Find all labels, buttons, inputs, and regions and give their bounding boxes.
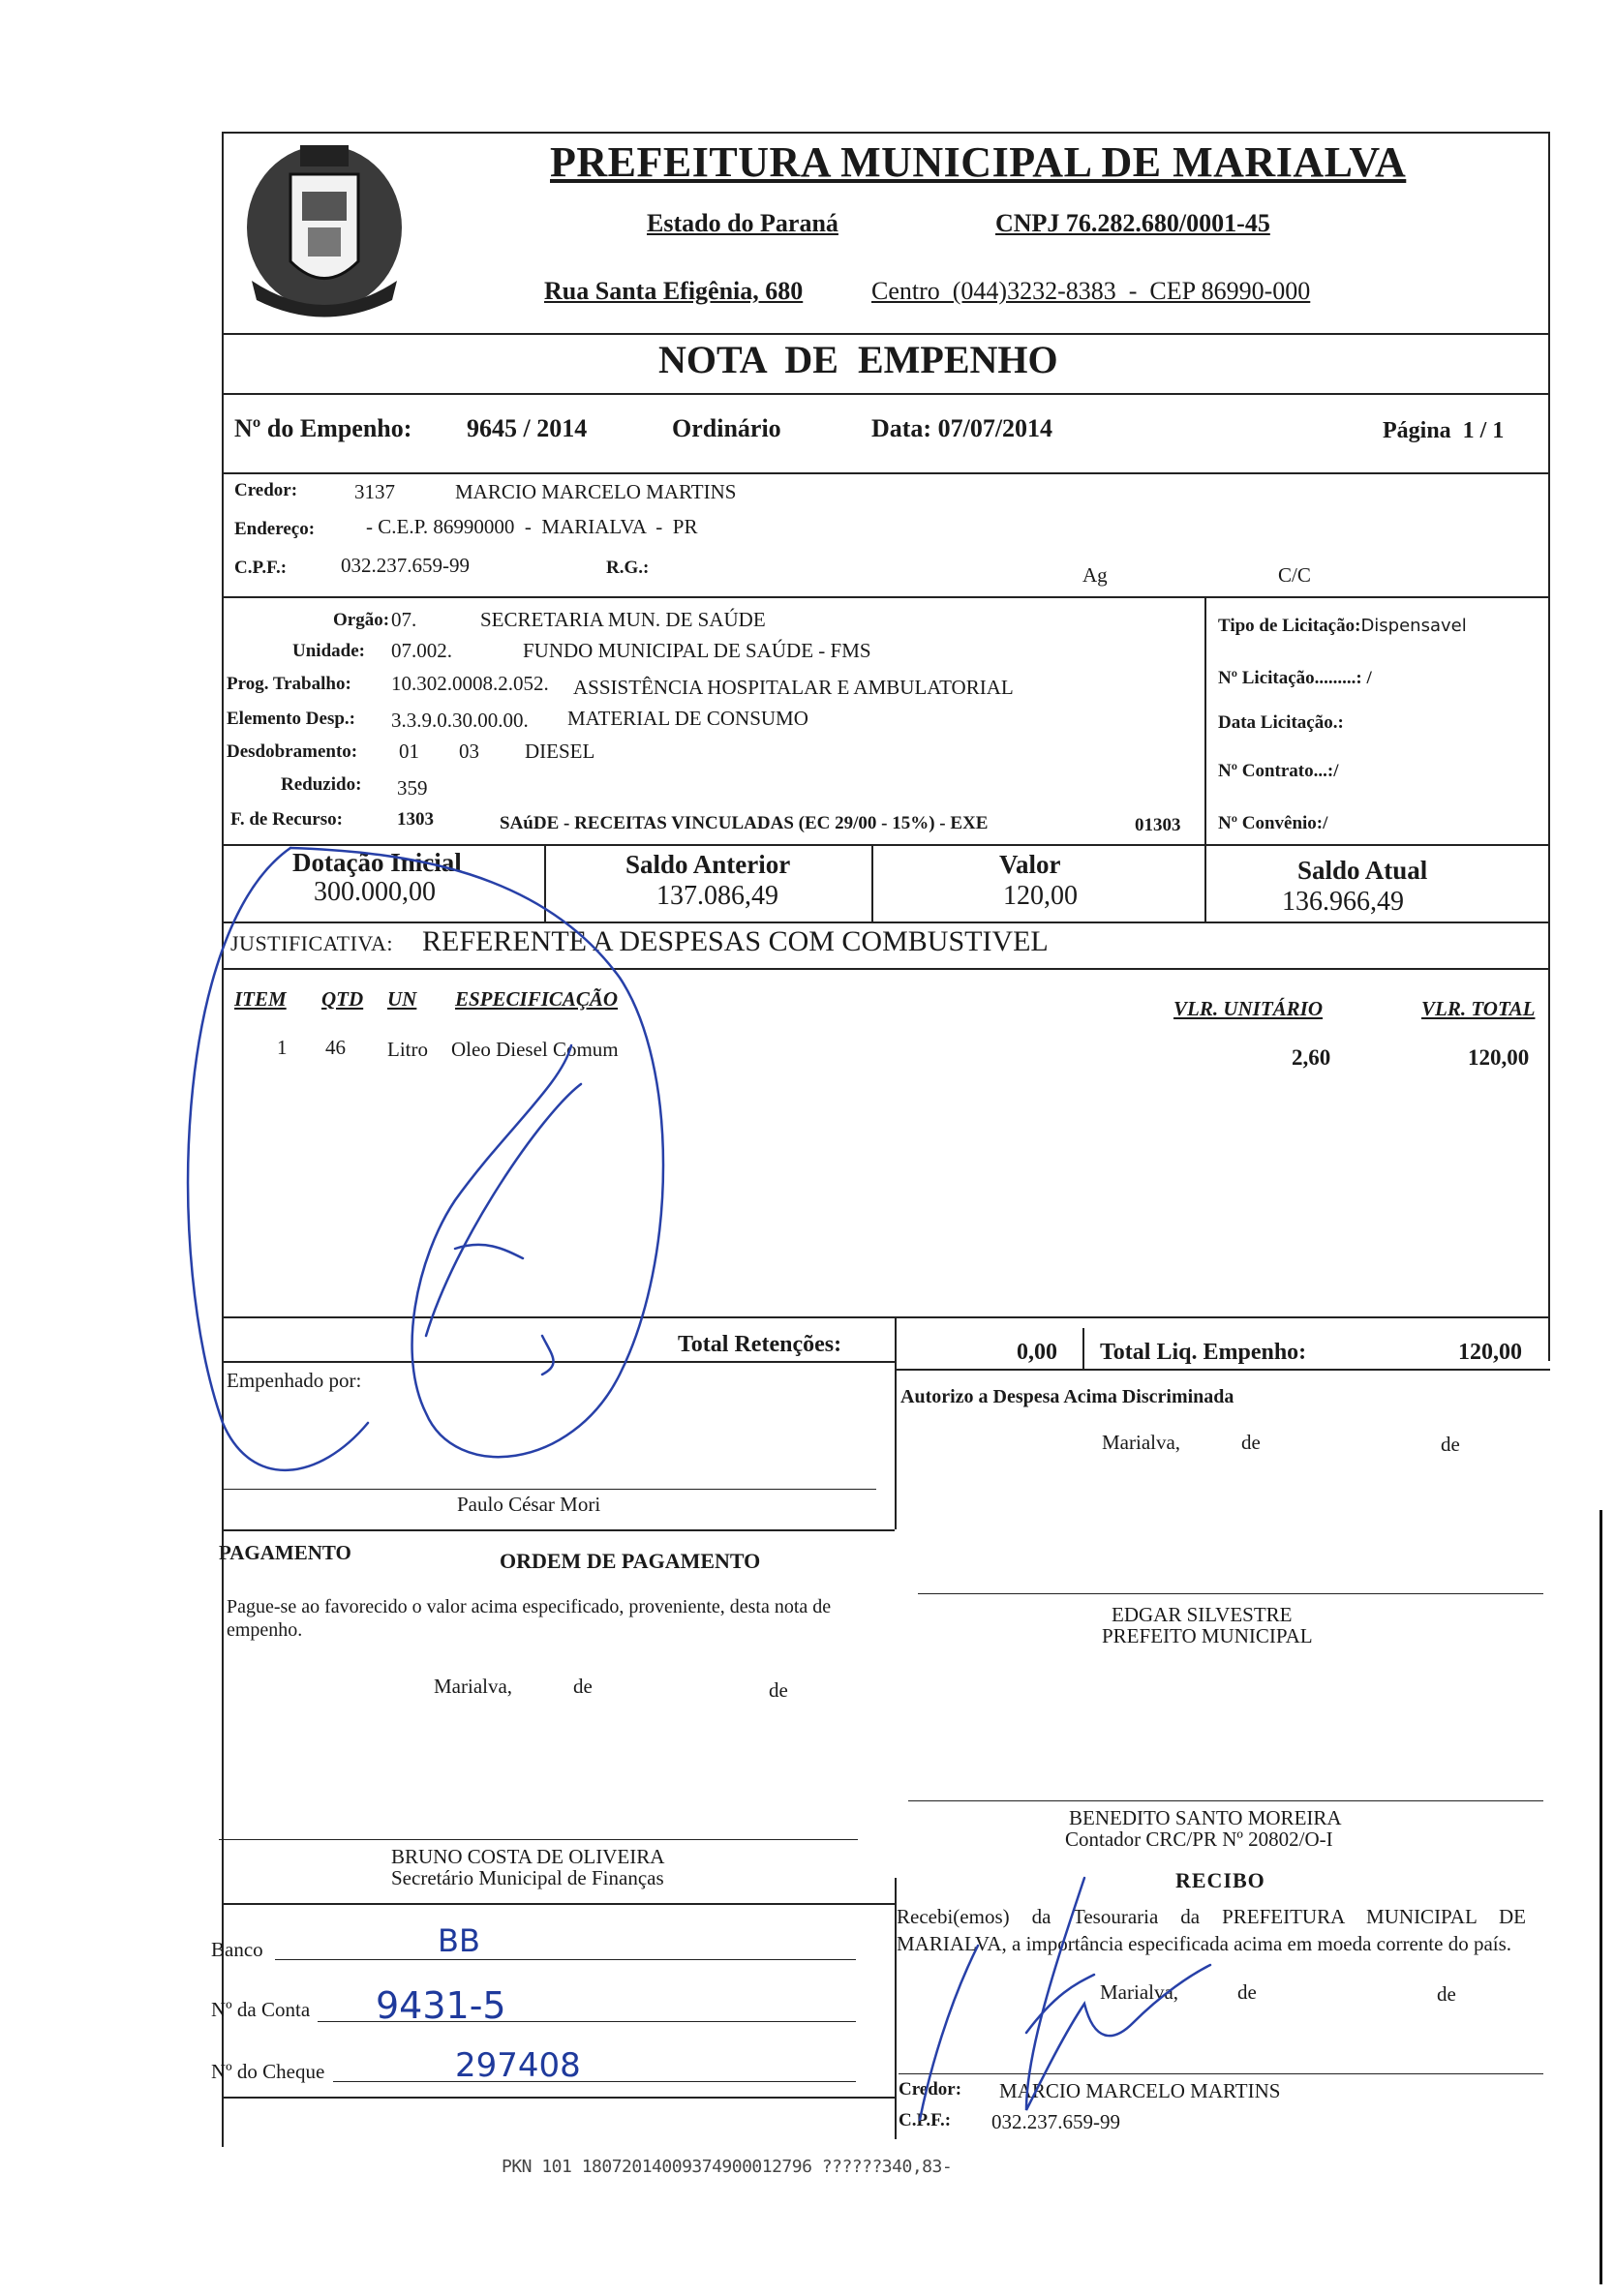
empenho-type: Ordinário	[672, 414, 781, 442]
desd-a: 01	[399, 740, 419, 763]
credor-name: MARCIO MARCELO MARTINS	[455, 480, 737, 503]
orgao-label: Orgão:	[333, 610, 390, 630]
col-un: UN	[387, 987, 417, 1011]
recibo-text: Recebi(emos) da Tesouraria da PREFEITURA MUNICIPAL DE MARIALVA, a importância especificada acima em moeda corrente do país.	[897, 1905, 1526, 1955]
valor-label: Valor	[999, 850, 1061, 879]
dotacao-inicial-label: Dotação Inicial	[292, 848, 462, 877]
saldo-atual: 136.966,49	[1282, 887, 1404, 917]
ordem-pagamento: ORDEM DE PAGAMENTO	[500, 1549, 761, 1573]
autorizo-marialva: Marialva,	[1102, 1431, 1181, 1454]
recibo-marialva: Marialva,	[1100, 1980, 1179, 2004]
contador-name: BENEDITO SANTO MOREIRA	[1069, 1806, 1342, 1829]
header-state: Estado do Paraná	[647, 209, 838, 237]
n-licitacao: Nº Licitação.........: /	[1218, 668, 1372, 688]
doc-title: NOTA DE EMPENHO	[658, 338, 1058, 381]
total-retencoes: 0,00	[1017, 1340, 1057, 1365]
recibo-cpf: 032.237.659-99	[991, 2110, 1120, 2133]
empenho-date: Data: 07/07/2014	[871, 414, 1053, 442]
item-unit-price: 2,60	[1292, 1045, 1331, 1070]
saldo-anterior: 137.086,49	[656, 881, 778, 911]
conta-value: 9431-5	[376, 1984, 506, 2027]
fonte-code: 1303	[397, 809, 434, 830]
recibo-cpf-label: C.P.F.:	[899, 2110, 952, 2130]
pagamento-de-1: de	[573, 1675, 593, 1698]
recibo-title: RECIBO	[1175, 1868, 1265, 1892]
secretario-name: BRUNO COSTA DE OLIVEIRA	[391, 1845, 665, 1868]
address-label: Endereço:	[234, 519, 316, 539]
total-liq: 120,00	[1458, 1340, 1522, 1365]
total-liq-label: Total Liq. Empenho:	[1100, 1340, 1307, 1365]
saldo-anterior-label: Saldo Anterior	[625, 850, 791, 879]
recibo-credor: MARCIO MARCELO MARTINS	[999, 2079, 1281, 2102]
autorizo-text: Autorizo a Despesa Acima Discriminada	[900, 1386, 1234, 1407]
col-item: ITEM	[234, 987, 287, 1011]
fonte-code2: 01303	[1135, 815, 1181, 835]
recibo-de-1: de	[1237, 1980, 1257, 2004]
pagamento-text: Pague-se ao favorecido o valor acima especificado, proveniente, desta nota de empenho.	[227, 1596, 832, 1641]
empenho-number-label: Nº do Empenho:	[234, 414, 412, 442]
orgao-name: SECRETARIA MUN. DE SAÚDE	[480, 608, 766, 631]
empenhado-name: Paulo César Mori	[457, 1493, 601, 1516]
orgao-code: 07.	[391, 608, 417, 631]
desd-name: DIESEL	[525, 740, 595, 763]
unidade-label: Unidade:	[292, 641, 365, 661]
cc-label: C/C	[1278, 563, 1311, 587]
dotacao-inicial: 300.000,00	[314, 877, 436, 907]
header-address: Rua Santa Efigênia, 680	[544, 277, 804, 305]
cpf-label: C.P.F.:	[234, 558, 288, 578]
col-vlr-total: VLR. TOTAL	[1421, 997, 1536, 1020]
justificativa-label: JUSTIFICATIVA:	[230, 931, 393, 955]
autorizo-de-1: de	[1241, 1431, 1261, 1454]
cheque-label: Nº do Cheque	[211, 2060, 325, 2083]
contador-title: Contador CRC/PR Nº 20802/O-I	[1065, 1828, 1333, 1851]
autorizo-de-2: de	[1441, 1433, 1460, 1456]
pagamento-marialva: Marialva,	[434, 1675, 513, 1698]
item-spec: Oleo Diesel Comum	[451, 1038, 619, 1061]
recibo-credor-label: Credor:	[899, 2079, 962, 2100]
n-convenio: Nº Convênio:/	[1218, 813, 1328, 833]
credor-label: Credor:	[234, 480, 298, 500]
tipo-label: Tipo de Licitação:	[1218, 616, 1361, 636]
col-vlr-unitario: VLR. UNITÁRIO	[1173, 997, 1324, 1020]
credor-code: 3137	[354, 480, 395, 503]
header-title: PREFEITURA MUNICIPAL DE MARIALVA	[550, 138, 1407, 186]
item-number: 1	[277, 1036, 288, 1059]
valor: 120,00	[1003, 881, 1078, 911]
secretario-title: Secretário Municipal de Finanças	[391, 1866, 664, 1889]
header-cnpj: CNPJ 76.282.680/0001-45	[995, 209, 1270, 237]
empenho-number: 9645 / 2014	[467, 414, 588, 442]
unidade-code: 07.002.	[391, 639, 452, 662]
prefeito-title: PREFEITO MUNICIPAL	[1102, 1624, 1313, 1647]
col-especificacao: ESPECIFICAÇÃO	[455, 987, 619, 1011]
unidade-name: FUNDO MUNICIPAL DE SAÚDE - FMS	[523, 639, 871, 662]
elemento-name: MATERIAL DE CONSUMO	[567, 707, 808, 730]
cheque-value: 297408	[455, 2046, 581, 2085]
recibo-de-2: de	[1437, 1982, 1456, 2006]
reduzido: 359	[397, 776, 428, 800]
footer-code: PKN 101 18072014009374900012796 ??????340,83-	[502, 2157, 953, 2177]
fonte-label: F. de Recurso:	[230, 809, 343, 830]
tipo-value: Dispensavel	[1360, 616, 1467, 636]
saldo-atual-label: Saldo Atual	[1297, 856, 1428, 885]
credor-address: - C.E.P. 86990000 - MARIALVA - PR	[366, 515, 698, 538]
item-qtd: 46	[325, 1036, 346, 1059]
item-un: Litro	[387, 1038, 428, 1061]
item-total: 120,00	[1468, 1045, 1530, 1070]
ag-label: Ag	[1082, 563, 1108, 587]
data-licitacao: Data Licitação.:	[1218, 712, 1344, 733]
col-qtd: QTD	[321, 987, 364, 1011]
pagamento-de-2: de	[769, 1678, 788, 1702]
pagamento-label: PAGAMENTO	[219, 1541, 351, 1564]
prog-label: Prog. Trabalho:	[227, 674, 351, 694]
empenho-page: Página 1 / 1	[1383, 418, 1505, 443]
desdobramento-label: Desdobramento:	[227, 741, 358, 762]
elemento-code: 3.3.9.0.30.00.00.	[391, 709, 529, 732]
banco-value: BB	[438, 1922, 480, 1959]
empenhado-label: Empenhado por:	[227, 1369, 362, 1392]
fonte-name: SAúDE - RECEITAS VINCULADAS (EC 29/00 - 15%) - EXE	[500, 813, 989, 833]
justificativa-text: REFERENTE A DESPESAS COM COMBUSTIVEL	[422, 925, 1049, 957]
credor-cpf: 032.237.659-99	[341, 554, 470, 577]
prog-code: 10.302.0008.2.052.	[391, 672, 549, 695]
banco-label: Banco	[211, 1938, 263, 1961]
total-retencoes-label: Total Retenções:	[678, 1332, 842, 1357]
elemento-label: Elemento Desp.:	[227, 709, 355, 729]
reduzido-label: Reduzido:	[281, 774, 362, 795]
prog-name: ASSISTÊNCIA HOSPITALAR E AMBULATORIAL	[573, 676, 1014, 699]
header-address-rest: Centro (044)3232-8383 - CEP 86990-000	[871, 277, 1311, 305]
n-contrato: Nº Contrato...:/	[1218, 761, 1339, 781]
rg-label: R.G.:	[606, 558, 650, 578]
desd-b: 03	[459, 740, 479, 763]
conta-label: Nº da Conta	[211, 1998, 311, 2021]
prefeito-name: EDGAR SILVESTRE	[1112, 1603, 1293, 1626]
